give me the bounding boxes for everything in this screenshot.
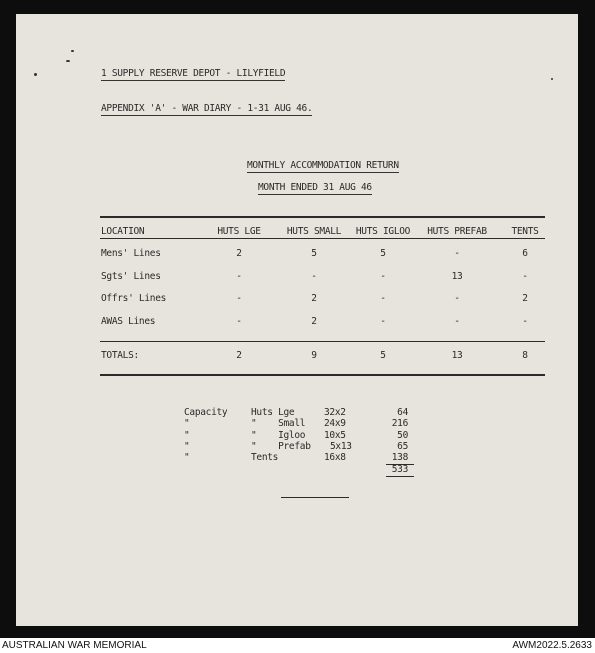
cell-huts-igloo: - (380, 316, 386, 327)
row-location: Sgts' Lines (101, 271, 161, 282)
appendix-heading: APPENDIX 'A' - WAR DIARY - 1-31 AUG 46. (101, 103, 313, 114)
capacity-calc: 10x5 (324, 430, 346, 441)
col-header-location: LOCATION (101, 226, 145, 237)
cell-huts-prefab: - (454, 248, 460, 259)
cell-tents: 6 (522, 248, 528, 259)
col-header-huts-lge: HUTS LGE (217, 226, 261, 237)
paper-speck (551, 78, 553, 80)
table-top-rule (100, 216, 545, 218)
capacity-calc: 24x9 (324, 418, 346, 429)
capacity-value: 65 (397, 441, 408, 452)
total-huts-prefab: 13 (451, 350, 463, 361)
capacity-type: " Small (251, 418, 306, 429)
table-bottom-rule (100, 374, 545, 376)
capacity-type: Huts Lge (251, 407, 295, 418)
capacity-value: 216 (391, 418, 408, 429)
cell-huts-igloo: - (380, 293, 386, 304)
depot-heading: 1 SUPPLY RESERVE DEPOT - LILYFIELD (101, 68, 286, 79)
paper-speck (71, 50, 74, 52)
col-header-huts-igloo: HUTS IGLOO (355, 226, 411, 237)
cell-huts-lge: - (236, 271, 242, 282)
cell-huts-prefab: 13 (451, 271, 463, 282)
capacity-type: " Prefab (251, 441, 311, 452)
row-location: Offrs' Lines (101, 293, 167, 304)
capacity-type: Tents (251, 452, 279, 463)
total-tents: 8 (522, 350, 528, 361)
closing-rule (281, 497, 349, 498)
cell-huts-small: 2 (311, 293, 317, 304)
capacity-total-rule (386, 476, 414, 477)
col-header-huts-prefab: HUTS PREFAB (427, 226, 487, 237)
footer-source: AUSTRALIAN WAR MEMORIAL (2, 640, 147, 651)
cell-huts-prefab: - (454, 316, 460, 327)
capacity-value: 138 (391, 452, 408, 463)
header-rule (100, 238, 545, 239)
return-title: MONTHLY ACCOMMODATION RETURN (247, 160, 399, 171)
capacity-calc: 16x8 (324, 452, 346, 463)
capacity-value: 50 (397, 430, 408, 441)
cell-huts-small: - (311, 271, 317, 282)
cell-huts-small: 5 (311, 248, 317, 259)
capacity-calc: 5x13 (330, 441, 352, 452)
col-header-tents: TENTS (511, 226, 539, 237)
capacity-value: 64 (397, 407, 408, 418)
row-location: AWAS Lines (101, 316, 156, 327)
capacity-type: " Igloo (251, 430, 306, 441)
total-huts-small: 9 (311, 350, 317, 361)
capacity-label: Capacity (184, 407, 228, 418)
cell-huts-small: 2 (311, 316, 317, 327)
col-header-huts-small: HUTS SMALL (286, 226, 342, 237)
ditto-mark: " (184, 441, 190, 452)
cell-huts-igloo: - (380, 271, 386, 282)
total-huts-lge: 2 (236, 350, 242, 361)
cell-huts-lge: - (236, 293, 242, 304)
cell-huts-lge: 2 (236, 248, 242, 259)
paper-speck (66, 60, 70, 62)
cell-tents: - (522, 316, 528, 327)
month-ended: MONTH ENDED 31 AUG 46 (258, 182, 372, 193)
cell-huts-prefab: - (454, 293, 460, 304)
cell-huts-igloo: 5 (380, 248, 386, 259)
paper-speck (34, 73, 37, 76)
total-huts-igloo: 5 (380, 350, 386, 361)
ditto-mark: " (184, 452, 190, 463)
cell-tents: 2 (522, 293, 528, 304)
footer-accession: AWM2022.5.2633 (512, 640, 592, 651)
ditto-mark: " (184, 430, 190, 441)
ditto-mark: " (184, 418, 190, 429)
totals-top-rule (100, 341, 545, 342)
cell-tents: - (522, 271, 528, 282)
cell-huts-lge: - (236, 316, 242, 327)
totals-label: TOTALS: (101, 350, 139, 361)
row-location: Mens' Lines (101, 248, 161, 259)
capacity-total: 533 (391, 464, 408, 475)
capacity-calc: 32x2 (324, 407, 346, 418)
